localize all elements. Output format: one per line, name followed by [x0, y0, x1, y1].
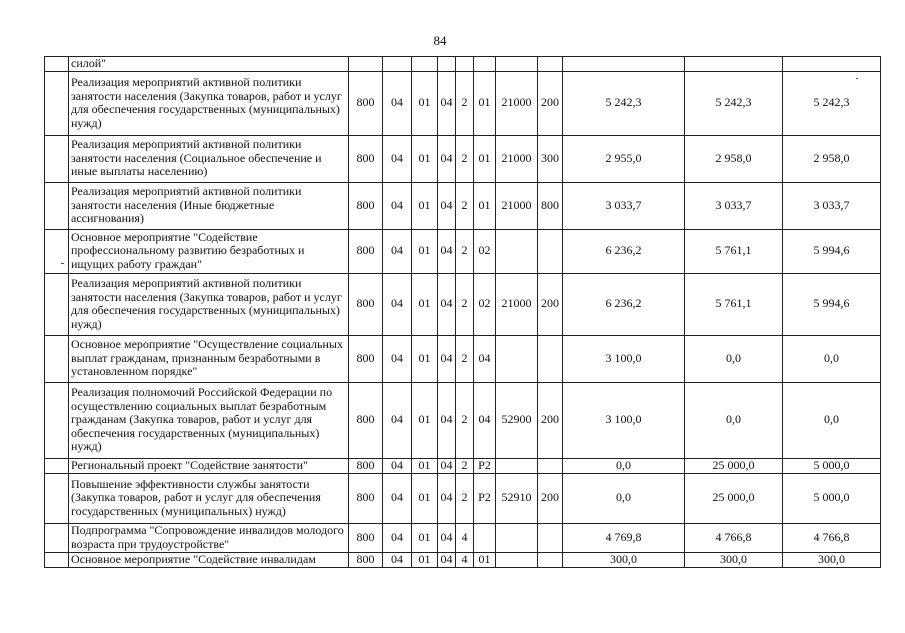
code-cell: P2 [474, 473, 496, 523]
amount-cell: 5 242,3 [563, 71, 685, 135]
code-cell: 02 [474, 229, 496, 273]
amount-cell: 2 955,0 [563, 135, 685, 182]
code-cell [496, 552, 538, 567]
code-cell: 04 [383, 273, 412, 335]
code-cell: 04 [438, 273, 456, 335]
code-cell: 01 [412, 458, 438, 473]
item-name-cell: Основное мероприятие "Осуществление социальных выплат гражданам, признанным безработными в установленном порядке" [69, 335, 349, 382]
code-cell [456, 57, 474, 72]
code-cell: 01 [412, 382, 438, 458]
code-cell: 800 [349, 458, 383, 473]
table-row [45, 382, 881, 458]
amount-cell: 300,0 [783, 552, 881, 567]
code-cell: 01 [412, 473, 438, 523]
amount-cell [685, 57, 783, 72]
table-row [45, 335, 881, 382]
amount-cell: 0,0 [563, 458, 685, 473]
code-cell: 800 [349, 273, 383, 335]
code-cell: 4 [456, 523, 474, 552]
code-cell: 800 [349, 552, 383, 567]
amount-cell: 6 236,2 [563, 229, 685, 273]
code-cell: 04 [383, 382, 412, 458]
code-cell: 04 [383, 458, 412, 473]
amount-cell: 300,0 [563, 552, 685, 567]
amount-cell: 2 958,0 [783, 135, 881, 182]
table-row [45, 229, 881, 273]
amount-cell: 0,0 [563, 473, 685, 523]
amount-cell: 4 766,8 [685, 523, 783, 552]
code-cell: 04 [383, 552, 412, 567]
amount-cell: 5 000,0 [783, 458, 881, 473]
amount-cell: 300,0 [685, 552, 783, 567]
code-cell [538, 57, 563, 72]
item-name-cell: Реализация мероприятий активной политики занятости населения (Закупка товаров, работ и услуг для обеспечения государственных (муниципальных) нужд) [69, 71, 349, 135]
table-row [45, 57, 881, 72]
item-name-cell: Основное мероприятие "Содействие инвалидам [69, 552, 349, 567]
amount-cell: 0,0 [685, 335, 783, 382]
amount-cell: 4 766,8 [783, 523, 881, 552]
row-margin-cell [45, 473, 69, 523]
table-row [45, 523, 881, 552]
scan-mark [61, 263, 64, 264]
table-row [45, 71, 881, 135]
table-row [45, 458, 881, 473]
code-cell: 01 [412, 71, 438, 135]
amount-cell: 3 033,7 [685, 182, 783, 229]
item-name-cell: Реализация мероприятий активной политики занятости населения (Социальное обеспечение и иные выплаты населению) [69, 135, 349, 182]
amount-cell: 6 236,2 [563, 273, 685, 335]
code-cell: 2 [456, 335, 474, 382]
code-cell: 21000 [496, 71, 538, 135]
code-cell: 200 [538, 473, 563, 523]
code-cell: 2 [456, 458, 474, 473]
code-cell: 01 [412, 552, 438, 567]
code-cell: 4 [456, 552, 474, 567]
code-cell: 800 [349, 229, 383, 273]
code-cell: 04 [383, 473, 412, 523]
table-row [45, 552, 881, 567]
table-body [45, 57, 881, 568]
code-cell [383, 57, 412, 72]
code-cell: 04 [438, 552, 456, 567]
row-margin-cell [45, 182, 69, 229]
code-cell: 21000 [496, 135, 538, 182]
code-cell [496, 458, 538, 473]
code-cell [538, 229, 563, 273]
code-cell: 04 [438, 382, 456, 458]
code-cell: 04 [383, 523, 412, 552]
code-cell: 04 [438, 458, 456, 473]
code-cell: 02 [474, 273, 496, 335]
code-cell: 04 [383, 335, 412, 382]
code-cell: 01 [412, 523, 438, 552]
code-cell: 01 [412, 273, 438, 335]
code-cell: 800 [349, 382, 383, 458]
code-cell: 04 [438, 335, 456, 382]
amount-cell: 0,0 [783, 382, 881, 458]
code-cell: 04 [438, 135, 456, 182]
amount-cell: 0,0 [685, 382, 783, 458]
code-cell: 300 [538, 135, 563, 182]
amount-cell: 25 000,0 [685, 458, 783, 473]
code-cell [474, 523, 496, 552]
row-margin-cell [45, 458, 69, 473]
code-cell: 04 [383, 229, 412, 273]
item-name-cell: Основное мероприятие "Содействие профессиональному развитию безработных и ищущих работу граждан" [69, 229, 349, 273]
amount-cell: 5 761,1 [685, 229, 783, 273]
code-cell: 04 [438, 473, 456, 523]
code-cell [538, 458, 563, 473]
amount-cell: 4 769,8 [563, 523, 685, 552]
code-cell: 800 [349, 473, 383, 523]
item-name-cell: Повышение эффективности службы занятости (Закупка товаров, работ и услуг для обеспечения государственных (муниципальных) нужд) [69, 473, 349, 523]
code-cell: 01 [412, 229, 438, 273]
code-cell: 04 [438, 523, 456, 552]
amount-cell: 25 000,0 [685, 473, 783, 523]
code-cell: 01 [474, 552, 496, 567]
code-cell: 04 [438, 229, 456, 273]
code-cell: 200 [538, 71, 563, 135]
code-cell: 800 [349, 335, 383, 382]
code-cell: 01 [474, 71, 496, 135]
code-cell: 04 [438, 182, 456, 229]
code-cell: 01 [412, 335, 438, 382]
table-row [45, 273, 881, 335]
code-cell: 2 [456, 473, 474, 523]
item-name-cell: силой" [69, 57, 349, 72]
row-margin-cell [45, 229, 69, 273]
row-margin-cell [45, 57, 69, 72]
amount-cell: 0,0 [783, 335, 881, 382]
code-cell: 800 [538, 182, 563, 229]
row-margin-cell [45, 523, 69, 552]
code-cell [538, 552, 563, 567]
amount-cell: 5 000,0 [783, 473, 881, 523]
code-cell: 200 [538, 273, 563, 335]
code-cell [474, 57, 496, 72]
scan-mark [856, 78, 858, 79]
amount-cell: 2 958,0 [685, 135, 783, 182]
code-cell: 800 [349, 135, 383, 182]
code-cell: 800 [349, 523, 383, 552]
code-cell: 04 [383, 71, 412, 135]
code-cell: 2 [456, 382, 474, 458]
code-cell [538, 523, 563, 552]
code-cell [496, 335, 538, 382]
code-cell: 200 [538, 382, 563, 458]
code-cell: 01 [474, 135, 496, 182]
row-margin-cell [45, 273, 69, 335]
item-name-cell: Региональный проект "Содействие занятости" [69, 458, 349, 473]
code-cell: 04 [474, 382, 496, 458]
page-number: 84 [433, 33, 447, 48]
code-cell: 2 [456, 229, 474, 273]
item-name-cell: Реализация мероприятий активной политики занятости населения (Иные бюджетные ассигнования) [69, 182, 349, 229]
row-margin-cell [45, 552, 69, 567]
row-margin-cell [45, 335, 69, 382]
code-cell [349, 57, 383, 72]
row-margin-cell [45, 135, 69, 182]
code-cell: 04 [383, 182, 412, 229]
code-cell: 52900 [496, 382, 538, 458]
item-name-cell: Подпрограмма "Сопровождение инвалидов молодого возраста при трудоустройстве" [69, 523, 349, 552]
code-cell: 04 [438, 71, 456, 135]
amount-cell [783, 57, 881, 72]
code-cell: 21000 [496, 182, 538, 229]
amount-cell: 3 100,0 [563, 382, 685, 458]
code-cell [496, 57, 538, 72]
code-cell: 2 [456, 71, 474, 135]
amount-cell: 5 994,6 [783, 229, 881, 273]
budget-table [44, 56, 881, 568]
row-margin-cell [45, 382, 69, 458]
code-cell [438, 57, 456, 72]
table-row [45, 473, 881, 523]
amount-cell: 5 994,6 [783, 273, 881, 335]
amount-cell [563, 57, 685, 72]
code-cell: 01 [474, 182, 496, 229]
item-name-cell: Реализация мероприятий активной политики занятости населения (Закупка товаров, работ и услуг для обеспечения государственных (муниципальных) нужд) [69, 273, 349, 335]
code-cell: 52910 [496, 473, 538, 523]
amount-cell: 5 242,3 [685, 71, 783, 135]
table-row [45, 182, 881, 229]
row-margin-cell [45, 71, 69, 135]
code-cell [412, 57, 438, 72]
item-name-cell: Реализация полномочий Российской Федерации по осуществлению социальных выплат безработным гражданам (Закупка товаров, работ и услуг для обеспечения государственных (муниципальных) нужд) [69, 382, 349, 458]
code-cell [496, 523, 538, 552]
amount-cell: 3 033,7 [783, 182, 881, 229]
code-cell: 2 [456, 182, 474, 229]
code-cell: 800 [349, 182, 383, 229]
code-cell [538, 335, 563, 382]
code-cell: 04 [383, 135, 412, 182]
code-cell: 04 [474, 335, 496, 382]
amount-cell: 3 100,0 [563, 335, 685, 382]
code-cell [496, 229, 538, 273]
code-cell: 01 [412, 182, 438, 229]
code-cell: P2 [474, 458, 496, 473]
amount-cell: 5 242,3 [783, 71, 881, 135]
table-row [45, 135, 881, 182]
code-cell: 2 [456, 273, 474, 335]
amount-cell: 3 033,7 [563, 182, 685, 229]
code-cell: 800 [349, 71, 383, 135]
amount-cell: 5 761,1 [685, 273, 783, 335]
code-cell: 2 [456, 135, 474, 182]
code-cell: 01 [412, 135, 438, 182]
code-cell: 21000 [496, 273, 538, 335]
